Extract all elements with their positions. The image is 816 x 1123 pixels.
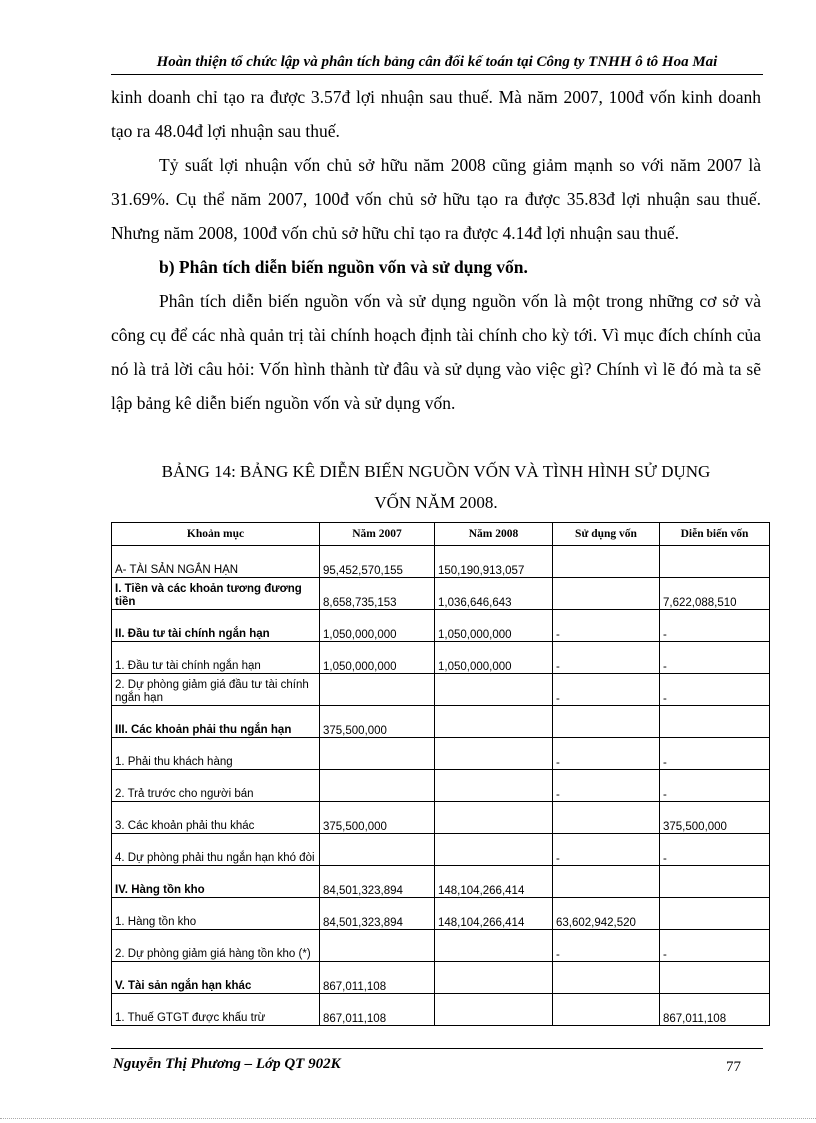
cell-2007: [320, 770, 435, 802]
table-row: [112, 834, 770, 866]
paragraph-3: Phân tích diễn biến nguồn vốn và sử dụng nguồn vốn là một trong những cơ sở và công cụ để các nhà quản trị tài chính hoạch định tài chính cho kỳ tới. Vì mục đích chính của nó là trả lời câu hỏi: Vốn hình thành từ đâu và sử dụng vào việc gì? Chính vì lẽ đó mà ta sẽ lập bảng kê diễn biến nguồn vốn và sử dụng vốn.: [111, 291, 761, 413]
table-row: [112, 610, 770, 642]
cell-2008: [435, 930, 553, 962]
row-label: I. Tiền và các khoản tương đương tiền: [112, 578, 320, 610]
cell-2007: 1,050,000,000: [320, 642, 435, 674]
cell-use: [553, 706, 660, 738]
cell-2008: 1,050,000,000: [435, 610, 553, 642]
row-label: III. Các khoản phải thu ngắn hạn: [112, 706, 320, 738]
row-label: 1. Thuế GTGT được khấu trừ: [112, 994, 320, 1026]
cell-2008: [435, 994, 553, 1026]
cell-2007: 867,011,108: [320, 994, 435, 1026]
row-label: A- TÀI SẢN NGẮN HẠN: [112, 546, 320, 578]
footer-author: Nguyễn Thị Phương – Lớp QT 902K: [113, 1056, 341, 1072]
cell-use: [553, 962, 660, 994]
row-label: 3. Các khoản phải thu khác: [112, 802, 320, 834]
cell-2007: [320, 674, 435, 706]
cell-2008: [435, 738, 553, 770]
cell-2007: 84,501,323,894: [320, 898, 435, 930]
row-label: 1. Phải thu khách hàng: [112, 738, 320, 770]
cell-use: -: [553, 642, 660, 674]
cell-2007: 867,011,108: [320, 962, 435, 994]
table-row: [112, 994, 770, 1026]
cell-source: -: [660, 738, 770, 770]
table-row: [112, 770, 770, 802]
cell-2008: 150,190,913,057: [435, 546, 553, 578]
cell-2007: 375,500,000: [320, 802, 435, 834]
table-header-row: [112, 523, 770, 546]
cell-use: -: [553, 770, 660, 802]
page-footer: [111, 1048, 763, 1079]
column-header: Năm 2008: [435, 523, 553, 546]
row-label: 2. Dự phòng giảm giá hàng tồn kho (*): [112, 930, 320, 962]
table-row: [112, 930, 770, 962]
column-header: Khoản mục: [112, 523, 320, 546]
cell-use: [553, 546, 660, 578]
cell-2008: [435, 962, 553, 994]
cell-use: [553, 802, 660, 834]
page-header: Hoàn thiện tổ chức lập và phân tích bảng cân đối kế toán tại Công ty TNHH ô tô Hoa Mai: [111, 52, 763, 75]
cell-use: -: [553, 930, 660, 962]
page-number: 77: [726, 1059, 741, 1075]
cell-2007: 375,500,000: [320, 706, 435, 738]
table-row: [112, 898, 770, 930]
cell-use: [553, 994, 660, 1026]
cell-use: 63,602,942,520: [553, 898, 660, 930]
row-label: V. Tài sản ngắn hạn khác: [112, 962, 320, 994]
table-title-line-2: VỐN NĂM 2008.: [374, 493, 498, 512]
table-row: [112, 802, 770, 834]
cell-source: [660, 898, 770, 930]
cell-2008: 148,104,266,414: [435, 898, 553, 930]
page-break-line: [0, 1118, 816, 1119]
cell-2007: [320, 738, 435, 770]
cell-source: [660, 546, 770, 578]
cell-2007: 95,452,570,155: [320, 546, 435, 578]
paragraph-2: Tỷ suất lợi nhuận vốn chủ sở hữu năm 2008 cũng giảm mạnh so với năm 2007 là 31.69%. Cụ thể năm 2007, 100đ vốn chủ sở hữu tạo ra được 35.83đ lợi nhuận sau thuế. Nhưng năm 2008, 100đ vốn chủ sở hữu chỉ tạo ra được 4.14đ lợi nhuận sau thuế.: [111, 155, 761, 243]
section-heading: b) Phân tích diễn biến nguồn vốn và sử dụng vốn.: [159, 257, 528, 277]
row-label: 1. Hàng tồn kho: [112, 898, 320, 930]
row-label: 2. Dự phòng giảm giá đầu tư tài chính ngắn hạn: [112, 674, 320, 706]
row-label: 4. Dự phòng phải thu ngắn hạn khó đòi: [112, 834, 320, 866]
table-title: [111, 456, 761, 518]
row-label: IV. Hàng tồn kho: [112, 866, 320, 898]
table-row: [112, 674, 770, 706]
row-label: 1. Đầu tư tài chính ngắn hạn: [112, 642, 320, 674]
cell-2007: [320, 930, 435, 962]
paragraph-1: kinh doanh chỉ tạo ra được 3.57đ lợi nhuận sau thuế. Mà năm 2007, 100đ vốn kinh doanh tạo ra 48.04đ lợi nhuận sau thuế.: [111, 87, 761, 141]
cell-source: [660, 866, 770, 898]
column-header: Năm 2007: [320, 523, 435, 546]
column-header: Sử dụng vốn: [553, 523, 660, 546]
table-title-line-1: BẢNG 14: BẢNG KÊ DIỄN BIẾN NGUỒN VỐN VÀ TÌNH HÌNH SỬ DỤNG: [161, 462, 711, 481]
cell-source: -: [660, 770, 770, 802]
cell-use: [553, 866, 660, 898]
table-row: [112, 866, 770, 898]
row-label: II. Đầu tư tài chính ngắn hạn: [112, 610, 320, 642]
cell-source: -: [660, 610, 770, 642]
cell-source: -: [660, 642, 770, 674]
cell-2007: 84,501,323,894: [320, 866, 435, 898]
column-header: Diễn biến vốn: [660, 523, 770, 546]
table-row: [112, 706, 770, 738]
cell-source: -: [660, 930, 770, 962]
cell-use: [553, 578, 660, 610]
table-row: [112, 578, 770, 610]
cell-2008: 1,036,646,643: [435, 578, 553, 610]
cell-2007: 1,050,000,000: [320, 610, 435, 642]
cell-2008: 148,104,266,414: [435, 866, 553, 898]
row-label: 2. Trả trước cho người bán: [112, 770, 320, 802]
cell-2008: 1,050,000,000: [435, 642, 553, 674]
cell-2008: [435, 834, 553, 866]
cell-source: [660, 962, 770, 994]
cell-use: -: [553, 674, 660, 706]
cell-2008: [435, 802, 553, 834]
cell-2007: [320, 834, 435, 866]
cell-source: 375,500,000: [660, 802, 770, 834]
cell-2007: 8,658,735,153: [320, 578, 435, 610]
cell-use: -: [553, 738, 660, 770]
cell-use: -: [553, 610, 660, 642]
cell-source: 7,622,088,510: [660, 578, 770, 610]
table-row: [112, 738, 770, 770]
cell-source: -: [660, 674, 770, 706]
table-row: [112, 642, 770, 674]
cell-source: 867,011,108: [660, 994, 770, 1026]
cell-2008: [435, 706, 553, 738]
body-text: [111, 80, 761, 420]
balance-table: [111, 522, 770, 1026]
cell-2008: [435, 674, 553, 706]
table-row: [112, 546, 770, 578]
cell-2008: [435, 770, 553, 802]
table-row: [112, 962, 770, 994]
cell-source: -: [660, 834, 770, 866]
cell-use: -: [553, 834, 660, 866]
cell-source: [660, 706, 770, 738]
